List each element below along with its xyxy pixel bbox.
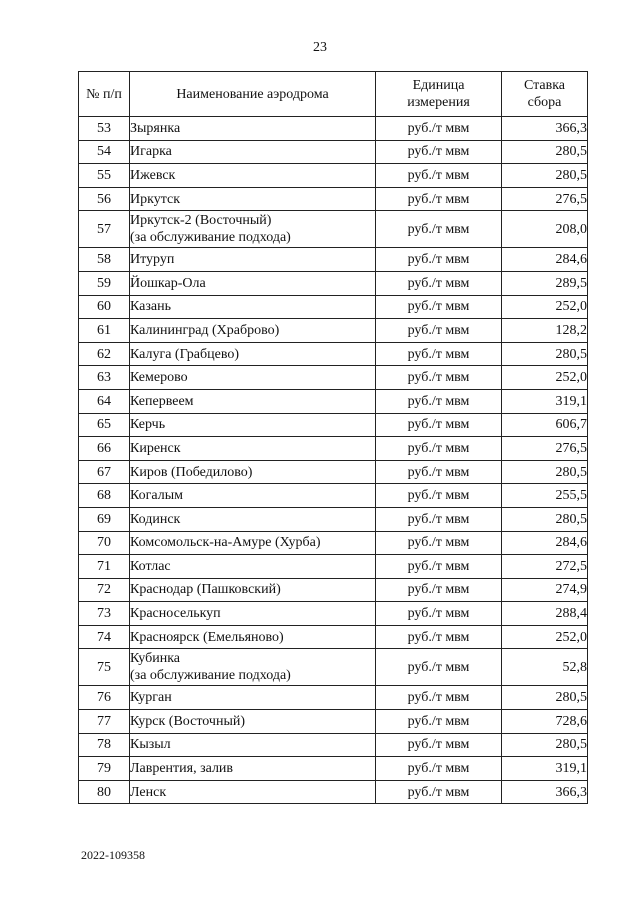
row-aerodrome-name: Краснодар (Пашковский) <box>130 578 376 602</box>
row-aerodrome-name-line2: (за обслуживание подхода) <box>130 230 291 246</box>
row-rate: 280,5 <box>502 164 588 188</box>
table-row <box>79 366 588 390</box>
row-unit: руб./т мвм <box>376 319 502 343</box>
row-aerodrome-name: Ленск <box>130 780 376 804</box>
table-row <box>79 625 588 649</box>
row-aerodrome-name: Иркутск <box>130 187 376 211</box>
row-unit: руб./т мвм <box>376 413 502 437</box>
row-aerodrome-name: Кодинск <box>130 507 376 531</box>
row-rate: 208,0 <box>502 211 588 248</box>
table-row <box>79 140 588 164</box>
row-aerodrome-name: Казань <box>130 295 376 319</box>
row-aerodrome-name-line2: (за обслуживание подхода) <box>130 668 291 684</box>
table-row <box>79 578 588 602</box>
row-unit: руб./т мвм <box>376 248 502 272</box>
table-row <box>79 460 588 484</box>
row-unit: руб./т мвм <box>376 437 502 461</box>
table-row <box>79 295 588 319</box>
table-header-row <box>79 72 588 117</box>
row-aerodrome-name: Котлас <box>130 555 376 579</box>
table-row <box>79 319 588 343</box>
row-number: 58 <box>79 248 130 272</box>
row-number: 63 <box>79 366 130 390</box>
row-aerodrome-name: Киренск <box>130 437 376 461</box>
table-row <box>79 484 588 508</box>
row-unit: руб./т мвм <box>376 484 502 508</box>
row-aerodrome-name: Кепервеем <box>130 389 376 413</box>
row-number: 80 <box>79 780 130 804</box>
row-rate: 284,6 <box>502 248 588 272</box>
row-rate: 288,4 <box>502 602 588 626</box>
row-rate: 606,7 <box>502 413 588 437</box>
row-number: 71 <box>79 555 130 579</box>
row-unit: руб./т мвм <box>376 117 502 141</box>
table-row <box>79 437 588 461</box>
table-row <box>79 248 588 272</box>
row-rate: 276,5 <box>502 437 588 461</box>
table-row <box>79 686 588 710</box>
row-aerodrome-name <box>130 649 376 686</box>
row-unit: руб./т мвм <box>376 625 502 649</box>
row-unit: руб./т мвм <box>376 602 502 626</box>
row-rate: 52,8 <box>502 649 588 686</box>
row-number: 78 <box>79 733 130 757</box>
row-unit: руб./т мвм <box>376 733 502 757</box>
table-row <box>79 531 588 555</box>
row-rate: 280,5 <box>502 342 588 366</box>
row-aerodrome-name: Комсомольск-на-Амуре (Хурба) <box>130 531 376 555</box>
row-aerodrome-name: Кемерово <box>130 366 376 390</box>
row-number: 59 <box>79 271 130 295</box>
row-number: 76 <box>79 686 130 710</box>
row-rate: 280,5 <box>502 507 588 531</box>
row-unit: руб./т мвм <box>376 389 502 413</box>
row-number: 72 <box>79 578 130 602</box>
row-rate: 289,5 <box>502 271 588 295</box>
row-rate: 255,5 <box>502 484 588 508</box>
row-rate: 274,9 <box>502 578 588 602</box>
header-rate-text: Ставка сбора <box>523 78 566 110</box>
row-aerodrome-name: Йошкар-Ола <box>130 271 376 295</box>
row-rate: 319,1 <box>502 389 588 413</box>
header-aerodrome-name: Наименование аэродрома <box>130 72 376 117</box>
row-unit: руб./т мвм <box>376 460 502 484</box>
row-unit: руб./т мвм <box>376 164 502 188</box>
row-rate: 366,3 <box>502 780 588 804</box>
row-rate: 128,2 <box>502 319 588 343</box>
row-rate: 252,0 <box>502 366 588 390</box>
row-number: 60 <box>79 295 130 319</box>
row-aerodrome-name: Курск (Восточный) <box>130 710 376 734</box>
row-number: 75 <box>79 649 130 686</box>
header-unit <box>376 72 502 117</box>
table-row <box>79 211 588 248</box>
row-aerodrome-name: Калуга (Грабцево) <box>130 342 376 366</box>
row-number: 65 <box>79 413 130 437</box>
row-number: 64 <box>79 389 130 413</box>
row-number: 73 <box>79 602 130 626</box>
row-number: 74 <box>79 625 130 649</box>
row-rate: 280,5 <box>502 460 588 484</box>
row-unit: руб./т мвм <box>376 710 502 734</box>
row-aerodrome-name: Итуруп <box>130 248 376 272</box>
header-rate <box>502 72 588 117</box>
row-unit: руб./т мвм <box>376 211 502 248</box>
table-row <box>79 733 588 757</box>
table-row <box>79 342 588 366</box>
row-rate: 366,3 <box>502 117 588 141</box>
row-unit: руб./т мвм <box>376 686 502 710</box>
row-rate: 284,6 <box>502 531 588 555</box>
row-unit: руб./т мвм <box>376 295 502 319</box>
row-unit: руб./т мвм <box>376 342 502 366</box>
row-number: 70 <box>79 531 130 555</box>
row-number: 57 <box>79 211 130 248</box>
row-aerodrome-name: Зырянка <box>130 117 376 141</box>
row-unit: руб./т мвм <box>376 649 502 686</box>
table-row <box>79 507 588 531</box>
row-unit: руб./т мвм <box>376 780 502 804</box>
row-rate: 280,5 <box>502 733 588 757</box>
row-aerodrome-name: Игарка <box>130 140 376 164</box>
row-number: 68 <box>79 484 130 508</box>
row-aerodrome-name: Киров (Победилово) <box>130 460 376 484</box>
row-rate: 272,5 <box>502 555 588 579</box>
row-number: 77 <box>79 710 130 734</box>
row-number: 53 <box>79 117 130 141</box>
row-aerodrome-name: Когалым <box>130 484 376 508</box>
page-number: 23 <box>313 40 327 55</box>
table-row <box>79 164 588 188</box>
table-row <box>79 780 588 804</box>
table-row <box>79 413 588 437</box>
row-rate: 252,0 <box>502 295 588 319</box>
row-aerodrome-name <box>130 211 376 248</box>
table-row <box>79 555 588 579</box>
row-unit: руб./т мвм <box>376 271 502 295</box>
header-unit-text: Единица измерения <box>407 78 470 110</box>
aerodrome-rates-table <box>78 71 588 804</box>
row-aerodrome-name: Лаврентия, залив <box>130 757 376 781</box>
row-unit: руб./т мвм <box>376 531 502 555</box>
row-unit: руб./т мвм <box>376 366 502 390</box>
row-unit: руб./т мвм <box>376 578 502 602</box>
row-unit: руб./т мвм <box>376 757 502 781</box>
table-body <box>79 117 588 804</box>
row-rate: 728,6 <box>502 710 588 734</box>
row-aerodrome-name: Кызыл <box>130 733 376 757</box>
row-number: 54 <box>79 140 130 164</box>
row-rate: 276,5 <box>502 187 588 211</box>
row-number: 55 <box>79 164 130 188</box>
row-number: 61 <box>79 319 130 343</box>
row-rate: 319,1 <box>502 757 588 781</box>
row-aerodrome-name: Красноярск (Емельяново) <box>130 625 376 649</box>
row-unit: руб./т мвм <box>376 507 502 531</box>
table-row <box>79 649 588 686</box>
table-row <box>79 271 588 295</box>
row-aerodrome-name: Ижевск <box>130 164 376 188</box>
row-number: 79 <box>79 757 130 781</box>
table-row <box>79 602 588 626</box>
row-number: 66 <box>79 437 130 461</box>
row-aerodrome-name: Калининград (Храброво) <box>130 319 376 343</box>
row-aerodrome-name: Красноселькуп <box>130 602 376 626</box>
row-aerodrome-name: Керчь <box>130 413 376 437</box>
row-aerodrome-name-line1: Иркутск-2 (Восточный) <box>130 213 272 229</box>
table-row <box>79 710 588 734</box>
row-rate: 280,5 <box>502 686 588 710</box>
table-row <box>79 117 588 141</box>
table-row <box>79 757 588 781</box>
row-aerodrome-name: Курган <box>130 686 376 710</box>
row-rate: 280,5 <box>502 140 588 164</box>
table-row <box>79 389 588 413</box>
row-number: 56 <box>79 187 130 211</box>
row-unit: руб./т мвм <box>376 187 502 211</box>
row-number: 69 <box>79 507 130 531</box>
row-unit: руб./т мвм <box>376 140 502 164</box>
document-id: 2022-109358 <box>81 848 145 862</box>
row-rate: 252,0 <box>502 625 588 649</box>
table-row <box>79 187 588 211</box>
row-number: 67 <box>79 460 130 484</box>
row-number: 62 <box>79 342 130 366</box>
row-aerodrome-name-line1: Кубинка <box>130 651 181 667</box>
header-number: № п/п <box>79 72 130 117</box>
row-unit: руб./т мвм <box>376 555 502 579</box>
